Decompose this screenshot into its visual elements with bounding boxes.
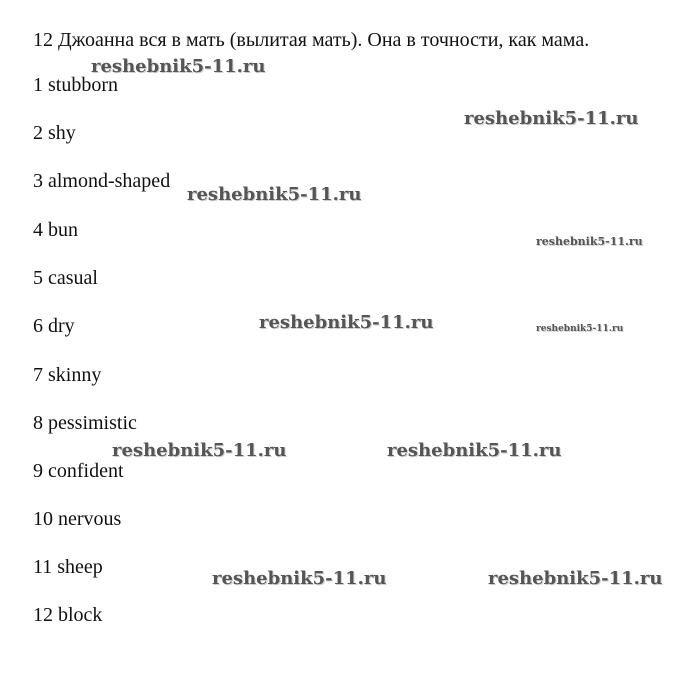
watermark: reshebnik5-11.ru (536, 235, 643, 248)
list-item: 5 casual (33, 267, 98, 289)
watermark: reshebnik5-11.ru (464, 108, 639, 129)
watermark: reshebnik5-11.ru (259, 312, 434, 333)
watermark: reshebnik5-11.ru (187, 184, 362, 205)
watermark: reshebnik5-11.ru (212, 568, 387, 589)
list-item: 8 pessimistic (33, 412, 137, 434)
list-item: 3 almond-shaped (33, 170, 171, 192)
watermark: reshebnik5-11.ru (536, 324, 624, 334)
list-item: 7 skinny (33, 364, 102, 386)
list-item: 10 nervous (33, 508, 122, 530)
watermark: reshebnik5-11.ru (91, 56, 266, 77)
list-item: 9 confident (33, 460, 124, 482)
list-item: 2 shy (33, 122, 76, 144)
list-item: 12 block (33, 604, 103, 626)
heading: 12 Джоанна вся в мать (вылитая мать). Она в точности, как мама. (33, 29, 590, 51)
list-item: 4 bun (33, 219, 78, 241)
watermark: reshebnik5-11.ru (387, 440, 562, 461)
list-item: 11 sheep (33, 556, 103, 578)
watermark: reshebnik5-11.ru (488, 568, 663, 589)
watermark: reshebnik5-11.ru (112, 440, 287, 461)
list-item: 6 dry (33, 315, 75, 337)
list-item: 1 stubborn (33, 74, 118, 96)
